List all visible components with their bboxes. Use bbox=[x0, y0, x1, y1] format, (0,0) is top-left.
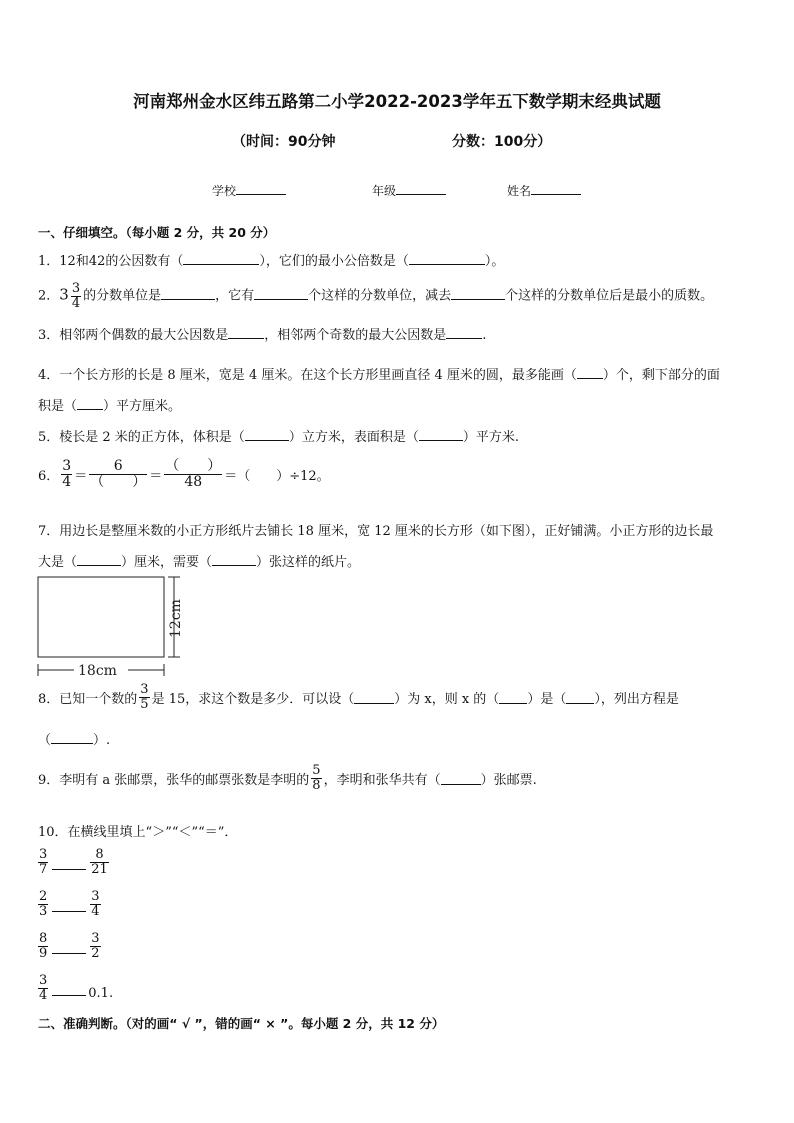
q8-blank-2[interactable] bbox=[499, 690, 527, 704]
question-3 bbox=[38, 324, 486, 343]
q8-text-e: ），列出方程是 bbox=[594, 691, 679, 707]
q7-blank-1[interactable] bbox=[77, 552, 121, 566]
q1-blank-2[interactable] bbox=[409, 251, 485, 265]
section2-heading: 二、准确判断。（对的画“ √ ”，错的画“ × ”。每小题 2 分，共 12 分） bbox=[38, 1016, 445, 1031]
q2-number: 2． bbox=[38, 288, 60, 304]
question-6 bbox=[38, 459, 330, 489]
q6-fraction-1: $\frac{3}{4}$ bbox=[62, 458, 72, 490]
q8-text-d: ）是（ bbox=[527, 691, 567, 707]
q9-blank-1[interactable] bbox=[441, 771, 481, 785]
q4-text-b: ）个，剩下部分的面 bbox=[602, 368, 720, 383]
question-8 bbox=[38, 683, 679, 711]
q2-fraction: $\frac{3}{4}$ bbox=[71, 281, 81, 311]
compare-2-left: $\frac{2}{3}$ bbox=[39, 889, 48, 919]
compare-item-2 bbox=[36, 890, 103, 918]
grade-label: 年级 bbox=[372, 184, 397, 198]
q8-text-f: （ bbox=[38, 733, 52, 748]
q2-whole: 3 bbox=[59, 285, 69, 304]
question-9 bbox=[38, 764, 537, 792]
q2-text-a: 的分数单位是 bbox=[83, 288, 162, 304]
q1-text-c: ）。 bbox=[484, 254, 505, 269]
q1-blank-1[interactable] bbox=[183, 251, 259, 265]
compare-4-blank[interactable] bbox=[52, 995, 86, 996]
compare-1-blank[interactable] bbox=[52, 869, 86, 870]
q2-text-d: 个这样的分数单位后是最小的质数。 bbox=[505, 288, 714, 304]
q5-text-c: ）平方米. bbox=[462, 430, 519, 445]
q2-blank-1[interactable] bbox=[161, 286, 215, 300]
q5-blank-1[interactable] bbox=[245, 427, 289, 441]
q8-text-b: 是 15，求这个数是多少．可以设（ bbox=[151, 691, 355, 707]
name-field bbox=[507, 182, 581, 199]
q4-text-d: ）平方厘米。 bbox=[103, 399, 182, 414]
question-10: 10．在横线里填上“＞”“＜”“＝”． bbox=[38, 825, 238, 840]
school-label: 学校 bbox=[212, 184, 237, 198]
q7-text-a: 大是（ bbox=[38, 555, 78, 570]
q6-fraction-2[interactable]: $\frac{6}{( )}$ bbox=[90, 458, 147, 490]
q6-tail: ＝（ ）÷12。 bbox=[224, 468, 330, 484]
section1-heading: 一、仔细填空。（每小题 2 分，共 20 分） bbox=[38, 225, 276, 240]
q9-text-c: ）张邮票. bbox=[480, 772, 537, 788]
compare-3-blank[interactable] bbox=[52, 953, 86, 954]
q8-blank-4[interactable] bbox=[51, 730, 93, 744]
compare-1-left: $\frac{3}{7}$ bbox=[39, 847, 48, 877]
compare-4-left: $\frac{3}{4}$ bbox=[39, 973, 48, 1003]
question-2 bbox=[38, 282, 713, 310]
q9-text-a: 9．李明有 a 张邮票，张华的邮票张数是李明的 bbox=[38, 772, 310, 788]
q5-blank-2[interactable] bbox=[419, 427, 463, 441]
grade-blank[interactable] bbox=[396, 182, 446, 195]
question-7-line2 bbox=[38, 551, 360, 570]
q4-text-c: 积是（ bbox=[38, 399, 78, 414]
q4-text-a: 4．一个长方形的长是 8 厘米，宽是 4 厘米。在这个长方形里画直径 4 厘米的圆，最多能画（ bbox=[38, 368, 577, 383]
q6-number: 6． bbox=[38, 468, 60, 484]
q2-text-b: ，它有 bbox=[215, 288, 255, 304]
q8-text-a: 8．已知一个数的 bbox=[38, 691, 138, 707]
question-5 bbox=[38, 426, 519, 445]
q2-blank-3[interactable] bbox=[451, 286, 505, 300]
q9-text-b: ，李明和张华共有（ bbox=[323, 772, 441, 788]
compare-item-3 bbox=[36, 932, 103, 960]
q5-text-a: 5．棱长是 2 米的正方体，体积是（ bbox=[38, 430, 245, 445]
time-label: （时间：90分钟 bbox=[232, 134, 336, 150]
q4-blank-2[interactable] bbox=[77, 396, 103, 410]
q3-blank-1[interactable] bbox=[228, 325, 264, 339]
page-title: 河南郑州金水区纬五路第二小学2022-2023学年五下数学期末经典试题 bbox=[133, 92, 661, 111]
q8-blank-1[interactable] bbox=[354, 690, 394, 704]
q7-blank-2[interactable] bbox=[212, 552, 256, 566]
q1-text-b: ），它们的最小公倍数是（ bbox=[259, 254, 409, 269]
compare-item-4 bbox=[36, 974, 113, 1002]
q3-text-a: 3．相邻两个偶数的最大公因数是 bbox=[38, 328, 229, 343]
q3-text-c: . bbox=[482, 328, 487, 343]
q5-text-b: ）立方米，表面积是（ bbox=[288, 430, 419, 445]
q6-equals-2: ＝ bbox=[149, 468, 163, 484]
score-label: 分数：100分） bbox=[452, 134, 552, 150]
rectangle-shape bbox=[38, 577, 164, 657]
q7-text-b: ）厘米，需要（ bbox=[121, 555, 213, 570]
question-4 bbox=[38, 364, 720, 383]
rectangle-diagram bbox=[34, 574, 194, 684]
compare-1-right: $\frac{8}{21}$ bbox=[91, 847, 108, 877]
width-label: 18cm bbox=[78, 663, 117, 679]
q8-blank-3[interactable] bbox=[566, 690, 594, 704]
q8-text-c: ）为 x，则 x 的（ bbox=[394, 691, 500, 707]
q4-blank-1[interactable] bbox=[577, 365, 603, 379]
q1-text-a: 1．12和42的公因数有（ bbox=[38, 254, 184, 269]
compare-2-right: $\frac{3}{4}$ bbox=[91, 889, 100, 919]
q8-fraction: $\frac{3}{5}$ bbox=[140, 682, 149, 712]
compare-3-left: $\frac{8}{9}$ bbox=[39, 931, 48, 961]
q6-equals-1: ＝ bbox=[74, 468, 88, 484]
q2-blank-2[interactable] bbox=[254, 286, 308, 300]
question-1 bbox=[38, 250, 504, 269]
q6-fraction-3[interactable]: $\frac{( )}{48}$ bbox=[165, 458, 222, 490]
grade-field bbox=[372, 182, 446, 199]
school-field bbox=[212, 182, 286, 199]
compare-4-right: 0.1. bbox=[88, 986, 114, 1002]
school-blank[interactable] bbox=[236, 182, 286, 195]
question-4-line2 bbox=[38, 395, 181, 414]
q9-fraction: $\frac{5}{8}$ bbox=[312, 763, 321, 793]
q3-blank-2[interactable] bbox=[446, 325, 482, 339]
q2-text-c: 个这样的分数单位，减去 bbox=[308, 288, 452, 304]
compare-2-blank[interactable] bbox=[52, 911, 86, 912]
compare-item-1 bbox=[36, 848, 111, 876]
question-7: 7．用边长是整厘米数的小正方形纸片去铺长 18 厘米，宽 12 厘米的长方形（如下图），正好铺满。小正方形的边长最 bbox=[38, 524, 714, 539]
q8-text-g: ）. bbox=[93, 733, 111, 748]
name-blank[interactable] bbox=[531, 182, 581, 195]
q3-text-b: ，相邻两个奇数的最大公因数是 bbox=[264, 328, 447, 343]
name-label: 姓名 bbox=[507, 184, 532, 198]
compare-3-right: $\frac{3}{2}$ bbox=[91, 931, 100, 961]
height-label: 12cm bbox=[168, 599, 184, 638]
q7-text-c: ）张这样的纸片。 bbox=[256, 555, 361, 570]
question-8-line2 bbox=[38, 729, 110, 748]
